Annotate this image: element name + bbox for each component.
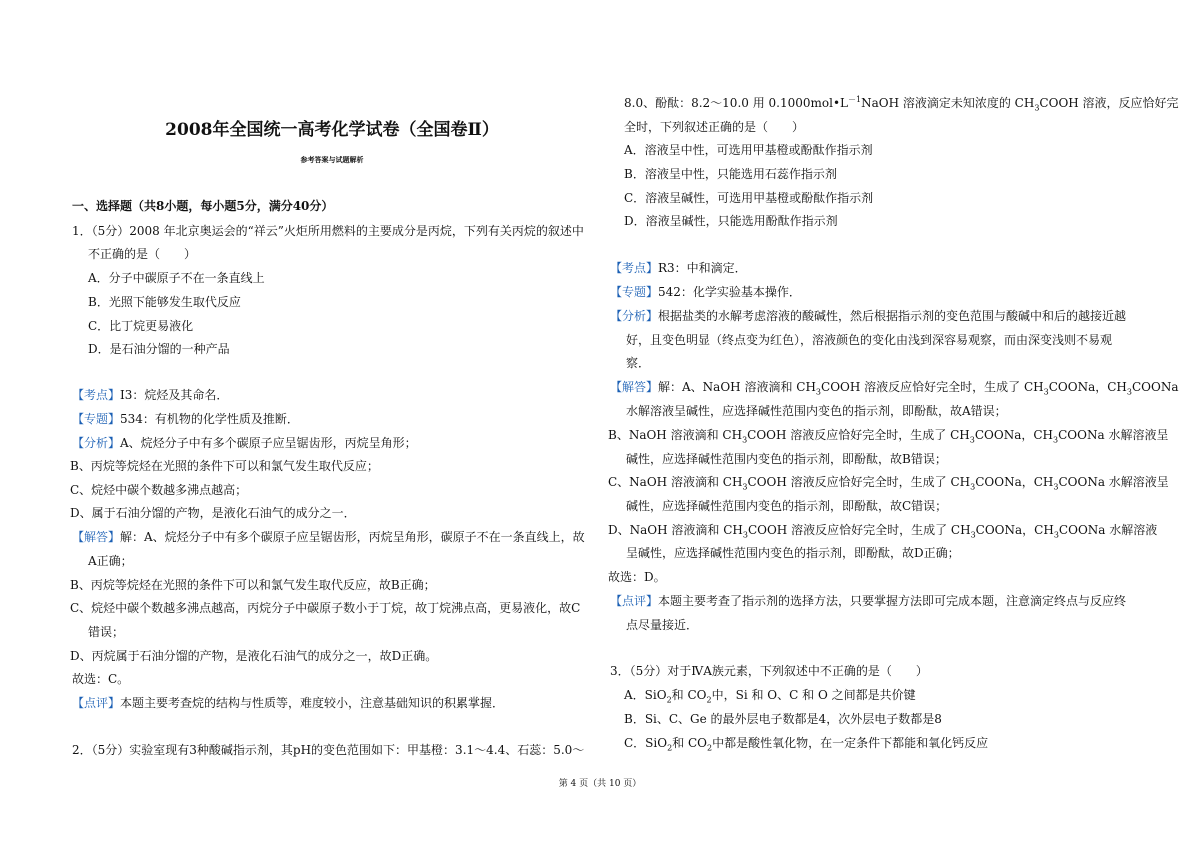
q1-fenxi-c: C、烷烃中碳个数越多沸点越高； [70,483,248,497]
q1-kaodian: 【考点】I3：烷烃及其命名． [72,388,229,402]
section-heading: 一、选择题（共8小题，每小题5分，满分40分） [72,199,334,213]
q2-dianping: 【点评】本题主要考查了指示剂的选择方法，只要掌握方法即可完成本题，注意滴定终点与反应终 [610,594,1127,608]
kaodian-tag: 【考点】 [72,388,121,402]
q1-fenxi-d: D、属于石油分馏的产物，是液化石油气的成分之一． [70,506,356,520]
q1-jieda-c1: C、烷烃中碳个数越多沸点越高，丙烷分子中碳原子数小于丁烷，故丁烷沸点高，更易液化，故C [70,601,581,615]
q2-dianping-line2: 点尽量接近． [626,618,699,632]
q2-option-a: A．溶液呈中性，可选用甲基橙或酚酞作指示剂 [624,143,873,157]
q2-fenxi-line2: 好，且变色明显（终点变为红色），溶液颜色的变化由浅到深容易观察，而由深变浅则不易观 [626,333,1113,347]
q2-kaodian: 【考点】R3：中和滴定． [610,261,747,275]
q1-option-b: B．光照下能够发生取代反应 [88,295,241,309]
q2-jieda-b: B、NaOH 溶液滴和 $CH_3COOH$ 溶液反应恰好完全时，生成了 $CH_3COONa$，$CH_3COONa$ 水解溶液呈 [608,428,1169,445]
q1-fenxi: 【分析】A、烷烃分子中有多个碳原子应呈锯齿形，丙烷呈角形； [72,436,417,450]
q1-stem-line2: 不正确的是（ ） [88,247,197,261]
q3-option-b: B．Si、C、Ge 的最外层电子数都是4，次外层电子数都是8 [624,712,942,726]
q2-jieda-a-line2: 水解溶液呈碱性，应选择碱性范围内变色的指示剂，即酚酞，故A错误； [626,404,1007,418]
q2-option-d: D．溶液呈碱性，只能选用酚酞作指示剂 [624,214,838,228]
q1-jieda: 【解答】解：A、烷烃分子中有多个碳原子应呈锯齿形，丙烷呈角形，碳原子不在一条直线上，故 [72,530,585,544]
q3-option-c: C．SiO$_2$和 $CO_2$中都是酸性氧化物，在一定条件下都能和氧化钙反应 [624,736,989,753]
q2-jieda-d-line2: 呈碱性，应选择碱性范围内变色的指示剂，即酚酞，故D正确； [626,546,960,560]
q2-fenxi: 【分析】根据盐类的水解考虑溶液的酸碱性，然后根据指示剂的变色范围与酸碱中和后的越接近越 [610,309,1127,323]
q2-jieda-d: D、NaOH 溶液滴和 $CH_3COOH$ 溶液反应恰好完全时，生成了 $CH_3COONa$，$CH_3COONa$ 水解溶液 [608,523,1158,540]
q1-answer: 故选：C。 [72,672,130,686]
q1-dianping: 【点评】本题主要考查烷的结构与性质等，难度较小，注意基础知识的积累掌握． [72,696,505,710]
q1-jieda-c2: 错误； [88,625,125,639]
q2-answer: 故选：D。 [608,570,666,584]
q2-zhuanti: 【专题】542：化学实验基本操作． [610,285,801,299]
q1-jieda-d: D、丙烷属于石油分馏的产物，是液化石油气的成分之一，故D正确。 [70,649,438,663]
q2-option-b: B．溶液呈中性，只能选用石蕊作指示剂 [624,167,837,181]
q2-jieda-c-line2: 碱性，应选择碱性范围内变色的指示剂，即酚酞，故C错误； [626,499,948,513]
q2-stem-line2: 8.0、酚酞：8.2～10.0 用 $0.1000mol•L^{-1}NaOH$ 溶液滴定未知浓度的 $CH_3COOH$ 溶液，反应恰好完 [624,95,1179,113]
q2-jieda-c: C、NaOH 溶液滴和 $CH_3COOH$ 溶液反应恰好完全时，生成了 $CH_3COONa$，$CH_3COONa$ 水解溶液呈 [608,475,1169,492]
q1-option-c: C．比丁烷更易液化 [88,319,194,333]
q3-option-a: A．SiO$_2$和 $CO_2$中，Si 和 O、C 和 O 之间都是共价键 [624,688,916,705]
q2-stem-line3: 全时，下列叙述正确的是（ ） [624,120,805,134]
dianping-tag: 【点评】 [72,696,121,710]
q1-jieda-line2: A正确； [88,554,133,568]
q2-jieda-a: 【解答】解：A、NaOH 溶液滴和 $CH_3COOH$ 溶液反应恰好完全时，生成了 $CH_3COONa$，$CH_3COONa$ [610,380,1179,397]
q2-fenxi-line3: 察． [626,356,651,370]
q1-stem-line1: 1．（5分）2008 年北京奥运会的“祥云”火炬所用燃料的主要成分是丙烷，下列有关丙烷的叙述中 [72,224,584,238]
q1-option-a: A．分子中碳原子不在一条直线上 [88,271,265,285]
page-footer: 第 4 页（共 10 页） [558,779,642,789]
q2-jieda-b-line2: 碱性，应选择碱性范围内变色的指示剂，即酚酞，故B错误； [626,452,947,466]
zhuanti-tag: 【专题】 [72,412,121,426]
document-subtitle: 参考答案与试题解析 [300,155,364,164]
q1-jieda-b: B、丙烷等烷烃在光照的条件下可以和氯气发生取代反应，故B正确； [70,578,436,592]
q2-option-c: C．溶液呈碱性，可选用甲基橙或酚酞作指示剂 [624,191,874,205]
q1-zhuanti: 【专题】534：有机物的化学性质及推断． [72,412,299,426]
jieda-tag: 【解答】 [72,530,121,544]
q1-option-d: D．是石油分馏的一种产品 [88,342,230,356]
fenxi-tag: 【分析】 [72,436,121,450]
q1-fenxi-b: B、丙烷等烷烃在光照的条件下可以和氯气发生取代反应； [70,459,379,473]
document-title: 2008年全国统一高考化学试卷（全国卷Ⅱ） [165,120,499,140]
q2-stem-line1: 2．（5分）实验室现有3种酸碱指示剂，其pH的变色范围如下：甲基橙：3.1～4.4、石蕊：5.0～ [72,743,585,757]
q3-stem: 3．（5分）对于ⅣA族元素，下列叙述中不正确的是（ ） [610,664,928,678]
